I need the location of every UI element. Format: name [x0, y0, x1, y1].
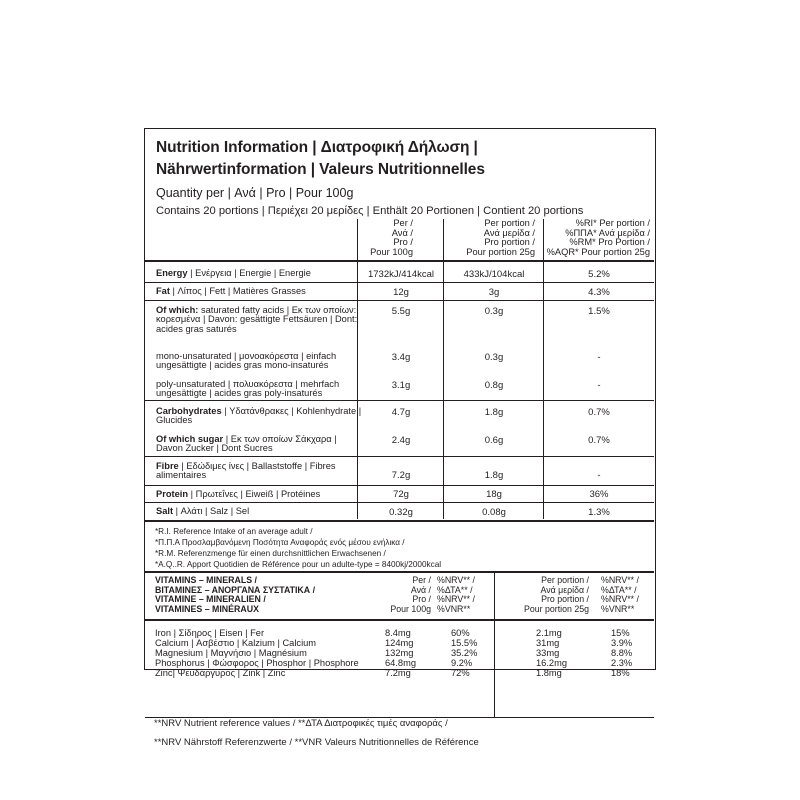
value-ri: 1.5%: [588, 306, 610, 317]
nutrient-poly-unsaturated: poly-unsaturated | πολυακόρεστα | mehrfach ungesättigte | acides gras poly-insaturés: [156, 379, 340, 399]
value-ri: 5.2%: [588, 269, 610, 280]
vitamins-header-rule: [145, 619, 654, 621]
vitamins-header-nrv-portion: %NRV** / %ΔΤΑ** / %NRV** / %VNR**: [601, 575, 639, 614]
value-per-portion: 3g: [488, 287, 500, 298]
nutrient-salt: Salt | Αλάτι | Salz | Sel: [156, 506, 250, 516]
value-ri: 0.7%: [588, 407, 610, 418]
value-per-portion: 1.8g: [484, 407, 504, 418]
value-per-portion: 0.8g: [484, 380, 504, 391]
row-rule: [145, 300, 654, 301]
vitamins-header-nrv-100g: %NRV** / %ΔΤΑ** / %NRV** / %VNR**: [437, 575, 475, 614]
vitamin-row-magnesium: Magnesium | Μαγνήσιο | Magnésium: [155, 648, 307, 658]
vitamins-per-100g-values: 8.4mg 124mg 132mg 64.8mg 7.2mg: [385, 628, 417, 678]
value-per-100g: 12g: [393, 287, 409, 298]
vitamins-top-rule: [145, 571, 654, 573]
vitamins-column-divider: [494, 572, 495, 718]
vitamins-title: VITAMINS – MINERALS / ΒΙΤΑΜΙΝΕΣ – ΑΝΟΡΓΑΝΑ ΣΥΣΤΑΤΙΚΑ / VITAMINE – MINERALIEN / VITAMINES – MINÉRAUX: [155, 575, 316, 614]
column-divider: [543, 219, 544, 519]
value-ri: -: [597, 470, 601, 481]
value-ri: 36%: [589, 489, 609, 500]
value-ri: 1.3%: [588, 507, 610, 518]
vitamins-nrv-portion-values: 15% 3.9% 8.8% 2.3% 18%: [611, 628, 633, 678]
vitamin-row-iron: Iron | Σίδηρος | Eisen | Fer: [155, 628, 265, 638]
header-per-portion: Per portion / Ανά μερίδα / Pro portion / Pour portion 25g: [466, 218, 535, 257]
contains-line: Contains 20 portions | Περιέχει 20 μερίδες | Enthält 20 Portionen | Contient 20 portions: [156, 205, 584, 217]
row-rule: [145, 485, 654, 486]
reference-intake-footnotes: *R.I. Reference Intake of an average adult / *Π.Π.Α Προσλαμβανόμενη Ποσότητα Αναφοράς ενός μέσου ενήλικα / *R.M. Referenzmenge für einen durchsnittlichen Erwachsenen / *A.Q..R. Apport Quotidien de Référence pour un adulte-type = 8400kj/2000kcal: [155, 527, 442, 569]
value-ri: -: [597, 352, 601, 363]
vitamin-row-calcium: Calcium | Ασβέστιο | Kalzium | Calcium: [155, 638, 317, 648]
nutrient-carbohydrates: Carbohydrates | Υδατάνθρακες | Kohlenhydrate | Glucides: [156, 406, 362, 426]
row-rule: [145, 502, 654, 503]
nrv-note-1-visible: **NRV Nutrient reference values / **ΔΤΑ Διατροφικές τιμές αναφοράς /: [154, 718, 448, 729]
value-per-portion: 433kJ/104kcal: [463, 269, 525, 280]
column-divider: [443, 219, 444, 519]
value-per-100g: 7.2g: [391, 470, 411, 481]
value-per-100g: 0.32g: [389, 507, 413, 518]
value-ri: 4.3%: [588, 287, 610, 298]
nutrient-protein: Protein | Πρωτεΐνες | Eiweiß | Protéines: [156, 489, 321, 499]
vitamins-header-per-100g: Per / Ανά / Pro / Pour 100g: [390, 575, 431, 614]
vitamins-per-portion-values: 2.1mg 31mg 33mg 16.2mg 1.8mg: [536, 628, 568, 678]
header-ri: %RI* Per portion / %ΠΠΑ* Ανά μερίδα / %RM* Pro Portion / %AQR* Pour portion 25g: [546, 218, 650, 257]
value-per-portion: 18g: [486, 489, 502, 500]
header-rule: [145, 260, 654, 262]
value-per-portion: 0.6g: [484, 435, 504, 446]
value-per-100g: 2.4g: [391, 435, 411, 446]
row-rule: [145, 456, 654, 457]
vitamin-row-zinc: Zinc| Ψευδάργυρος | Zink | Zinc: [155, 668, 286, 678]
nutrient-saturated: Of which: saturated fatty acids | Εκ των οποίων: κορεσμένα | Davon: gesättigte Fettsäuren | Dont: acides gras saturés: [156, 305, 358, 334]
nutrient-mono-unsaturated: mono-unsaturated | μονοακόρεστα | einfach ungesättigte | acides gras mono-insaturés: [156, 351, 337, 371]
value-ri: -: [597, 380, 601, 391]
nrv-note-2: **NRV Nährstoff Referenzwerte / **VNR Valeurs Nutritionnelles de Référence: [154, 737, 479, 748]
nutrition-panel: [144, 128, 656, 678]
nutrient-sugar: Of which sugar | Εκ των οποίων Σάκχαρα | Davon Zucker | Dont Sucres: [156, 434, 337, 454]
vitamin-row-phosphorus: Phosphorus | Φώσφορος | Phosphor | Phosphore: [155, 658, 359, 668]
vitamins-names: [155, 628, 359, 678]
title-line-2: Nährwertinformation | Valeurs Nutritionnelles: [156, 161, 485, 178]
row-rule: [145, 282, 654, 283]
header-per-100g: Per / Ανά / Pro / Pour 100g: [370, 218, 413, 257]
row-rule: [145, 400, 654, 401]
title-line-1: Nutrition Information | Διατροφική Δήλωση |: [156, 139, 478, 156]
value-ri: 0.7%: [588, 435, 610, 446]
value-per-100g: 3.4g: [391, 352, 411, 363]
value-per-portion: 0.3g: [484, 306, 504, 317]
row-rule: [145, 520, 654, 522]
value-per-100g: 5.5g: [391, 306, 411, 317]
value-per-portion: 1.8g: [484, 470, 504, 481]
quantity-line: Quantity per | Ανά | Pro | Pour 100g: [156, 186, 354, 200]
value-per-portion: 0.3g: [484, 352, 504, 363]
nutrient-energy: Energy | Ενέργεια | Energie | Energie: [156, 268, 311, 278]
vitamins-nrv-100g-values: 60% 15.5% 35.2% 9.2% 72%: [451, 628, 478, 678]
value-per-100g: 4.7g: [391, 407, 411, 418]
vitamins-header-per-portion: Per portion / Ανά μερίδα / Pro portion / Pour portion 25g: [523, 575, 589, 614]
nutrient-fibre: Fibre | Εδώδιμες ίνες | Ballaststoffe | Fibres alimentaires: [156, 461, 336, 481]
value-per-100g: 3.1g: [391, 380, 411, 391]
value-per-100g: 72g: [393, 489, 409, 500]
nutrient-fat: Fat | Λίπος | Fett | Matières Grasses: [156, 286, 306, 296]
value-per-100g: 1732kJ/414kcal: [367, 269, 435, 280]
value-per-portion: 0.08g: [482, 507, 506, 518]
